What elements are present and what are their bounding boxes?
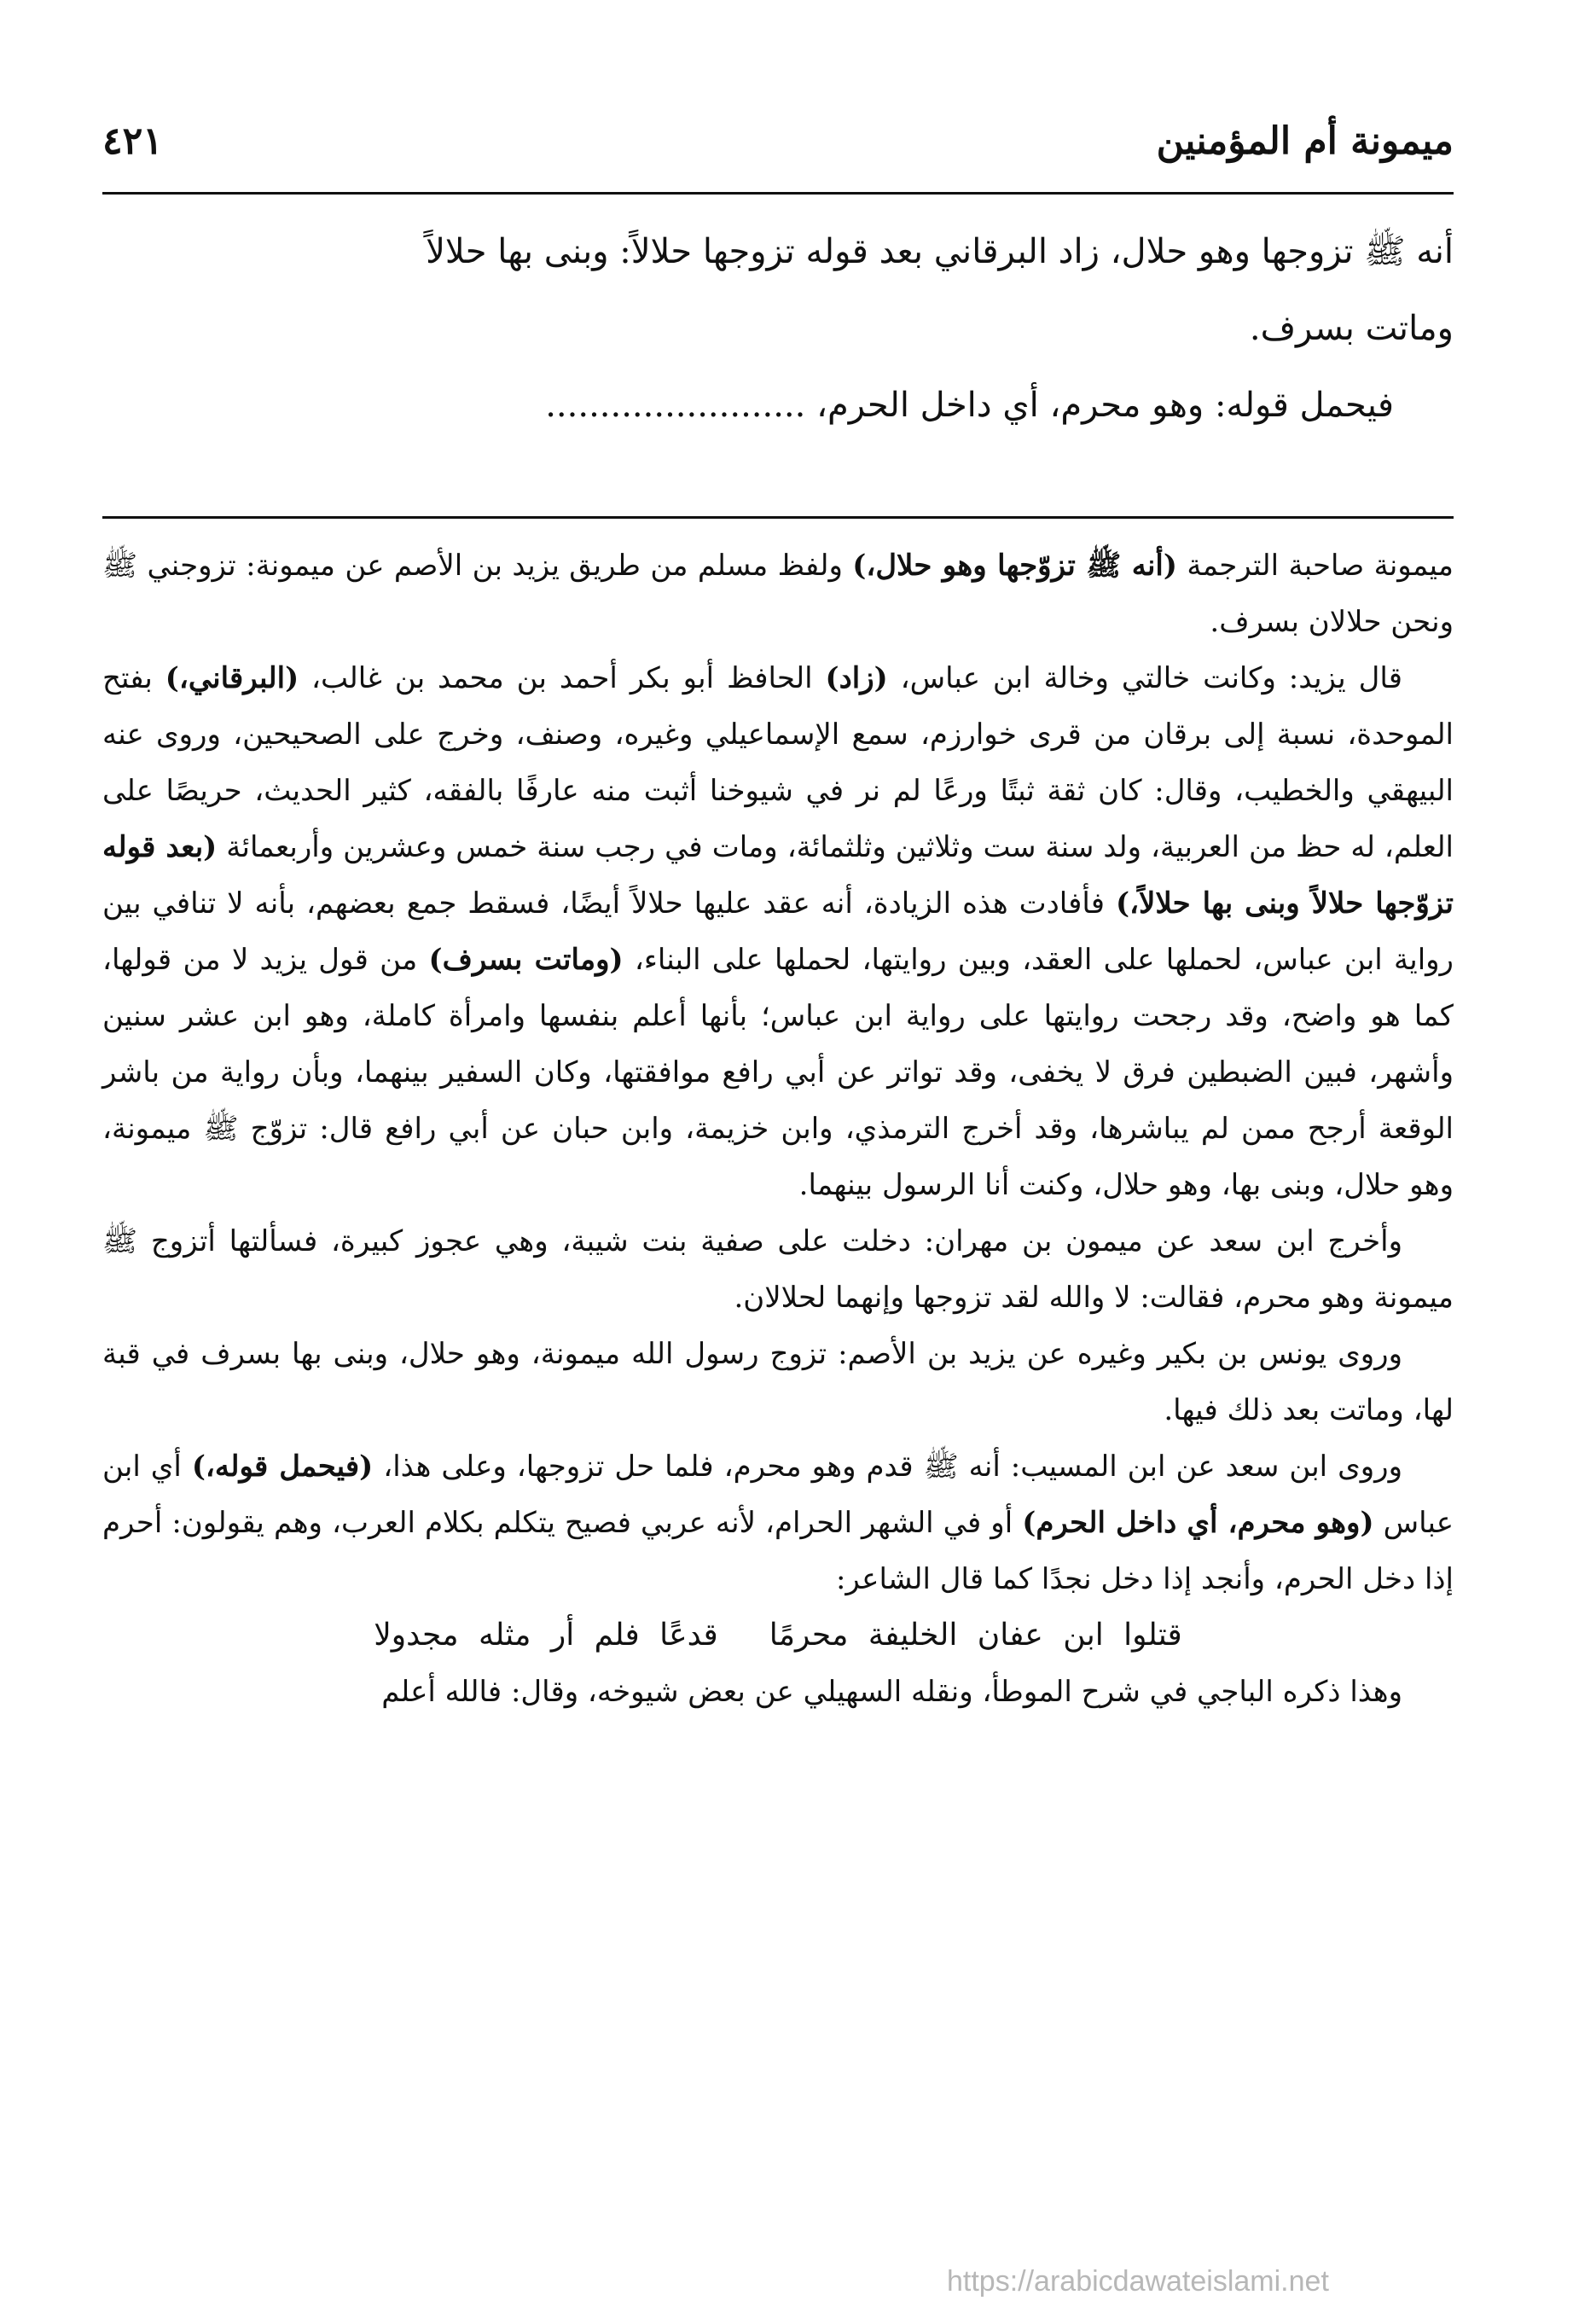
watermark-url: https://arabicdawateislami.net bbox=[947, 2265, 1329, 2298]
verse-hemistich-second: قدعًا فلم أر مثله مجدولا bbox=[374, 1618, 718, 1653]
page-header bbox=[102, 107, 1454, 175]
poetry-verse bbox=[102, 1607, 1454, 1664]
commentary-paragraph: وهذا ذكره الباجي في شرح الموطأ، ونقله السهيلي عن بعض شيوخه، وقال: فالله أعلم bbox=[381, 1675, 1402, 1709]
quoted-matn: (وهو محرم، أي داخل الحرم) bbox=[1022, 1506, 1374, 1540]
commentary-text: من قول يزيد لا من قولها، كما هو واضح، وقد رجحت روايتها على رواية ابن عباس؛ بأنها أعلم بنفسها وامرأة كاملة، وهو ابن عشر سنين وأشهر، فبين الضبطين فرق لا يخفى، وقد تواتر عن أبي رافع موافقتها، وكان السفير بينهما، وبأن رواية من باشر الوقعة أرجح ممن لم يباشرها، وقد أخرج الترمذي، وابن خزيمة، وابن حبان عن أبي رافع قال: تزوّج ﷺ ميمونة، وهو حلال، وبنى بها، وهو حلال، وكنت أنا الرسول بينهما. bbox=[102, 943, 1454, 1202]
main-text-block bbox=[102, 213, 1454, 444]
commentary-paragraph: وروى يونس بن بكير وغيره عن يزيد بن الأصم: تزوج رسول الله ميمونة، وهو حلال، وبنى بها بسرف في قبة لها، وماتت بعد ذلك فيها. bbox=[102, 1337, 1454, 1427]
section-divider-rule bbox=[102, 516, 1454, 519]
commentary-block bbox=[102, 537, 1454, 1720]
quoted-matn: (أنه ﷺ تزوّجها وهو حلال،) bbox=[852, 549, 1177, 583]
verse-hemistich-first: قتلوا ابن عفان الخليفة محرمًا bbox=[769, 1618, 1182, 1653]
main-text-line: وماتت بسرف. bbox=[1249, 309, 1454, 348]
quoted-matn: (البرقاني،) bbox=[165, 661, 299, 695]
commentary-text: أو في الشهر الحرام، لأنه عربي فصيح يتكلم بكلام العرب، وهم يقولون: أحرم إذا دخل الحرم، وأنجد إذا دخل نجدًا كما قال الشاعر: bbox=[102, 1506, 1454, 1596]
commentary-paragraph bbox=[102, 650, 1454, 1213]
commentary-text: الحافظ أبو بكر أحمد بن محمد بن غالب، bbox=[299, 661, 826, 695]
quoted-matn: (بعد قوله تزوّجها حلالاً وبنى بها حلالاً،) bbox=[102, 830, 1454, 921]
commentary-paragraph: وأخرج ابن سعد عن ميمون بن مهران: دخلت على صفية بنت شيبة، وهي عجوز كبيرة، فسألتها أتزوج ﷺ ميمونة وهو محرم، فقالت: لا والله لقد تزوجها وإنهما لحلالان. bbox=[102, 1224, 1454, 1315]
commentary-text: بفتح الموحدة، نسبة إلى برقان من قرى خوارزم، سمع الإسماعيلي وغيره، وصنف، وخرج على الصحيحين، وروى عنه البيهقي والخطيب، وقال: كان ثقة ثبتًا ورعًا لم نر في شيوخنا أثبت منه عارفًا بالفقه، كثير الحديث، حريصًا على العلم، له حظ من العربية، ولد سنة ست وثلاثين وثلثمائة، ومات في رجب سنة خمس وعشرين وأربعمائة bbox=[102, 661, 1454, 864]
commentary-text: وروى ابن سعد عن ابن المسيب: أنه ﷺ قدم وهو محرم، فلما حل تزوجها، وعلى هذا، bbox=[373, 1450, 1402, 1484]
commentary-text: قال يزيد: وكانت خالتي وخالة ابن عباس، bbox=[887, 661, 1402, 695]
header-rule bbox=[102, 192, 1454, 195]
quoted-matn: (زاد) bbox=[825, 661, 888, 695]
commentary-text: ولفظ مسلم من طريق يزيد بن الأصم عن ميمونة: تزوجني ﷺ ونحن حلالان بسرف. bbox=[102, 549, 1454, 639]
page-number: ٤٢١ bbox=[102, 119, 163, 163]
commentary-text: ميمونة صاحبة الترجمة bbox=[1176, 549, 1454, 583]
commentary-text: فأفادت هذه الزيادة، أنه عقد عليها حلالاً أيضًا، فسقط جمع بعضهم، بأنه لا تنافي بين رواية ابن عباس، لحملها على العقد، وبين روايتها، لحملها على البناء، bbox=[102, 886, 1454, 977]
commentary-paragraph bbox=[102, 1438, 1454, 1607]
main-text-line: أنه ﷺ تزوجها وهو حلال، زاد البرقاني بعد قوله تزوجها حلالاً: وبنى بها حلالاً bbox=[426, 232, 1454, 271]
commentary-paragraph bbox=[102, 537, 1454, 650]
main-text-line: فيحمل قوله: وهو محرم، أي داخل الحرم، ........................ bbox=[545, 386, 1394, 425]
commentary-text: أي ابن عباس bbox=[102, 1450, 1454, 1540]
quoted-matn: (فيحمل قوله،) bbox=[191, 1450, 374, 1484]
chapter-title: ميمونة أم المؤمنين bbox=[1156, 119, 1454, 163]
quoted-matn: (وماتت بسرف) bbox=[428, 943, 624, 977]
